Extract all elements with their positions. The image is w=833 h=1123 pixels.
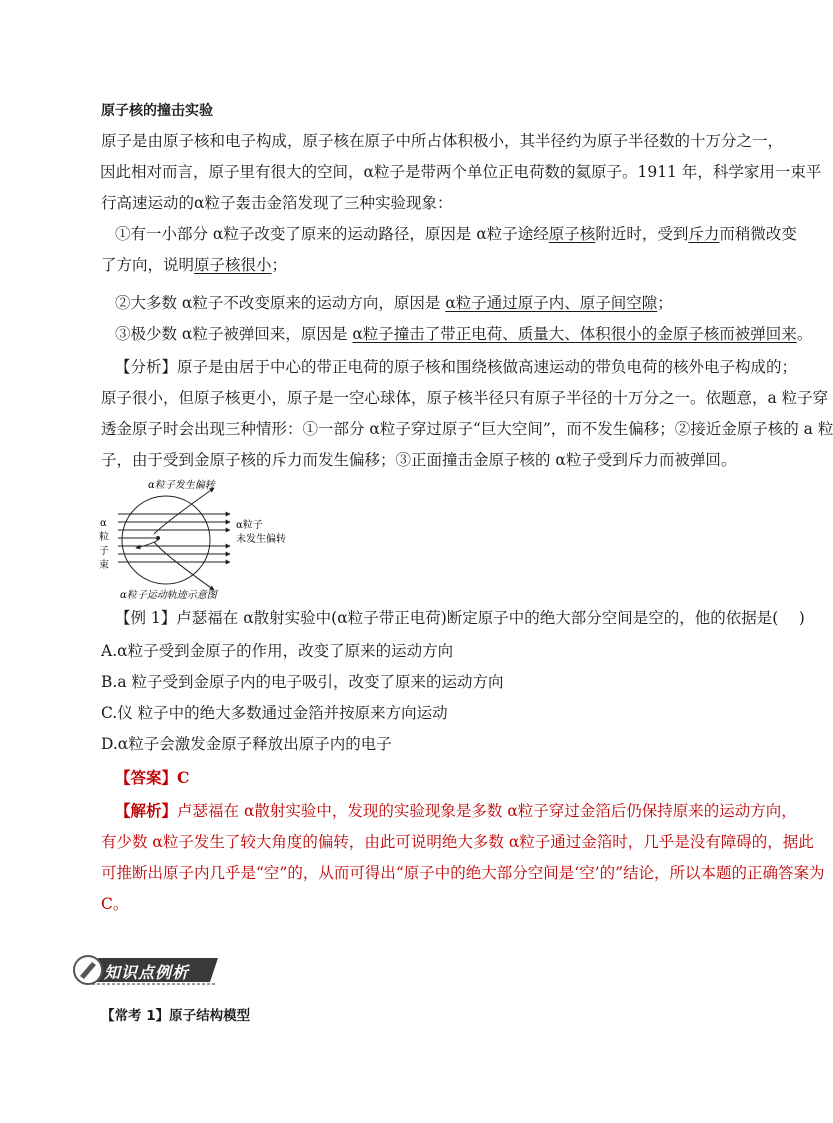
figure-right-label-2: 未发生偏转: [236, 534, 286, 545]
explanation-paragraph: 【解析】卢瑟福在 α散射实验中，发现的实验现象是多数 α粒子穿过金箔后仍保持原来的运动方向， 有少数 α粒子发生了较大角度的偏转，由此可说明绝大多数 α粒子通过金箔时，几乎是没有障碍的，据此 可推断出原子内几乎是“空”的，从而可得出“原子中的绝大部分空间是‘空’的”结论，所以本题的正确答案为 C。: [101, 801, 825, 913]
example-question: 【例 1】卢瑟福在 α散射实验中(α粒子带正电荷)断定原子中的绝大部分空间是空的，他的依据是( ): [115, 609, 805, 627]
intro-line-3: 行高速运动的α粒子轰击金箔发现了三种实验现象：: [101, 194, 453, 212]
answer-line: [101, 762, 723, 794]
changkao-heading: 【常考 1】原子结构模型: [101, 1008, 251, 1024]
nucleus-dot: [156, 536, 160, 540]
analysis-line-3: 透金原子时会出现三种情形：①一部分 α粒子穿过原子“巨大空间”，而不发生偏移；②接近金原子核的 a 粒: [101, 420, 833, 438]
analysis-line-4: 子，由于受到金原子核的斥力而发生偏移；③正面撞击金原子核的 α粒子受到斥力而被弹回。: [101, 451, 737, 469]
underline-nucleus: 原子核: [548, 225, 596, 243]
option-a: A.α粒子受到金原子的作用，改变了原来的运动方向: [101, 642, 454, 660]
deflected-trajectory: [154, 488, 214, 534]
figure-side-label-4: 束: [99, 560, 109, 571]
figure-top-label: α粒子发生偏转: [148, 480, 215, 491]
intro-line-1: 原子是由原子核和电子构成，原子核在原子中所占体积极小，其半径约为原子半径数的十万分之一，: [101, 132, 784, 150]
underline-bounce: α粒子撞击了带正电荷、质量大、体积很小的金原子核而被弹回来: [352, 325, 797, 343]
observation-3: ③极少数 α粒子被弹回来，原因是 α粒子撞击了带正电荷、质量大、体积很小的金原子核而被弹回来。: [115, 325, 813, 343]
figure-right-label-1: α粒子: [236, 520, 263, 531]
answer-label: 【答案】: [115, 768, 178, 787]
option-d: D.α粒子会激发金原子释放出原子内的电子: [101, 735, 392, 753]
example-options: [101, 636, 723, 760]
underline-gaps: α粒子通过原子内、原子间空隙: [445, 294, 658, 312]
observation-2: ②大多数 α粒子不改变原来的运动方向，原因是 α粒子通过原子内、原子间空隙；: [115, 294, 673, 312]
intro-paragraph: [100, 126, 822, 219]
analysis-paragraph: [101, 352, 833, 476]
deflected-trajectory: [154, 542, 214, 590]
observation-1: ①有一小部分 α粒子改变了原来的运动路径，原因是 α粒子途经原子核附近时，受到斥力而稍微改变 了方向，说明原子核很小；: [101, 225, 797, 274]
explain-label: 【解析】: [115, 801, 178, 820]
option-c: C.仪 粒子中的绝大多数通过金箔并按原来方向运动: [101, 704, 448, 722]
underline-small-nucleus: 原子核很小: [194, 256, 272, 274]
analysis-line-1: 【分析】原子是由居于中心的带正电荷的原子核和围绕核做高速运动的带负电荷的核外电子构成的；: [115, 358, 798, 376]
intro-line-2: 因此相对而言，原子里有很大的空间，α粒子是带两个单位正电荷数的氦原子。1911 年，科学家用一束平: [100, 163, 822, 181]
option-b: B.a 粒子受到金原子内的电子吸引，改变了原来的运动方向: [101, 673, 504, 691]
alpha-particle-trajectory-figure: [96, 478, 322, 602]
section-heading: 原子核的撞击实验: [101, 103, 213, 119]
underline-repulsion: 斥力: [688, 225, 720, 243]
figure-side-label-3: 子: [99, 546, 109, 557]
figure-side-label-1: α: [100, 518, 107, 529]
gold-atom-circle: [122, 496, 210, 584]
answer-value: C: [177, 768, 190, 787]
figure-caption: α粒子运动轨迹示意图: [120, 590, 217, 601]
analysis-line-2: 原子很小，但原子核更小，原子是一空心球体，原子核半径只有原子半径的十万分之一。依题意，a 粒子穿: [101, 389, 829, 407]
section-banner-title: 知识点例析: [104, 963, 190, 982]
figure-side-label-2: 粒: [99, 532, 109, 543]
